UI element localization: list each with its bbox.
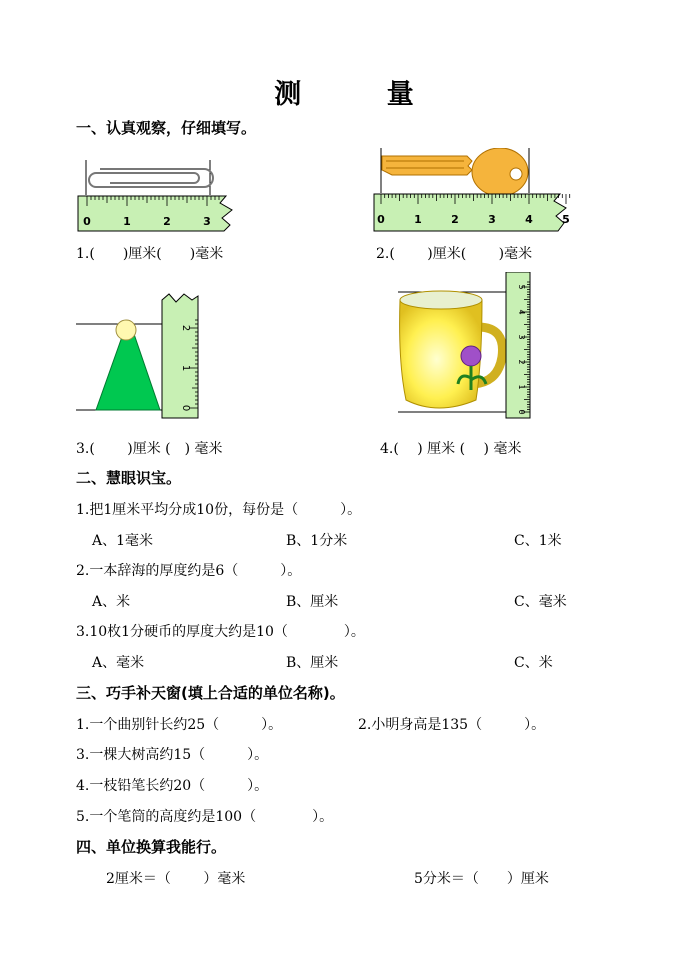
question-1-1: 1.( )厘米( )毫米	[76, 246, 224, 262]
question-1-2: 2.( )厘米( )毫米	[376, 246, 533, 262]
option-2-2-a: A、米	[92, 594, 131, 610]
ruler-label: 0	[377, 213, 385, 226]
question-3-5: 5.一个笔筒的高度约是100（ ）。	[76, 809, 334, 825]
ruler-label: 1	[517, 384, 526, 390]
question-2-2: 2.一本辞海的厚度约是6（ ）。	[76, 563, 302, 579]
ruler-label: 2	[451, 213, 459, 226]
ruler-label: 4	[525, 213, 533, 226]
ruler-label: 2	[163, 215, 171, 228]
ruler-label: 0	[517, 409, 526, 415]
page-title: 测 量	[274, 79, 452, 110]
ruler-label: 1	[414, 213, 422, 226]
question-1-3: 3.( )厘米 ( ) 毫米	[76, 441, 223, 457]
question-1-4: 4.( ) 厘米 ( ) 毫米	[380, 441, 522, 457]
key-icon	[382, 148, 528, 196]
question-2-1: 1.把1厘米平均分成10份，每份是（ ）。	[76, 502, 362, 518]
question-3-3: 3.一棵大树高约15（ ）。	[76, 747, 269, 763]
cup-ruler-figure	[378, 272, 538, 422]
section-3-heading: 三、巧手补天窗(填上合适的单位名称)。	[76, 684, 345, 702]
ruler-label: 0	[180, 404, 191, 412]
question-2-3: 3.10枚1分硬币的厚度大约是10（ ）。	[76, 624, 365, 640]
ruler-label: 5	[517, 284, 526, 290]
ruler-label: 5	[562, 213, 570, 226]
option-2-1-c: C、1米	[514, 533, 562, 549]
ruler-label: 0	[83, 215, 91, 228]
ruler-label: 1	[123, 215, 131, 228]
section-1-heading: 一、认真观察，仔细填写。	[76, 119, 257, 137]
ruler-label: 2	[517, 359, 526, 365]
ruler-label: 2	[180, 324, 191, 332]
cone-ruler-figure	[76, 292, 206, 420]
ruler-label: 4	[517, 309, 526, 315]
option-2-3-b: B、厘米	[286, 655, 339, 671]
option-2-1-b: B、1分米	[286, 533, 348, 549]
ruler-label: 3	[488, 213, 496, 226]
option-2-1-a: A、1毫米	[92, 533, 154, 549]
ruler-label: 3	[517, 334, 526, 340]
ruler-label: 3	[203, 215, 211, 228]
question-4-1: 2厘米＝（ ）毫米	[106, 871, 246, 887]
question-3-4: 4.一枝铅笔长约20（ ）。	[76, 778, 269, 794]
cup-icon	[400, 291, 503, 408]
cone-icon	[96, 320, 160, 410]
option-2-3-a: A、毫米	[92, 655, 145, 671]
paperclip-ruler-figure	[76, 155, 236, 235]
question-3-1: 1.一个曲别针长约25（ ）。	[76, 717, 283, 733]
option-2-2-c: C、毫米	[514, 594, 567, 610]
section-4-heading: 四、单位换算我能行。	[76, 838, 227, 856]
option-2-2-b: B、厘米	[286, 594, 339, 610]
question-3-2: 2.小明身高是135（ ）。	[358, 717, 546, 733]
section-2-heading: 二、慧眼识宝。	[76, 469, 182, 487]
option-2-3-c: C、米	[514, 655, 553, 671]
question-4-2: 5分米＝（ ）厘米	[414, 871, 549, 887]
ruler-label: 1	[180, 364, 191, 372]
flower-icon	[461, 346, 481, 366]
key-ruler-figure	[372, 148, 572, 238]
paperclip-icon	[89, 169, 213, 187]
